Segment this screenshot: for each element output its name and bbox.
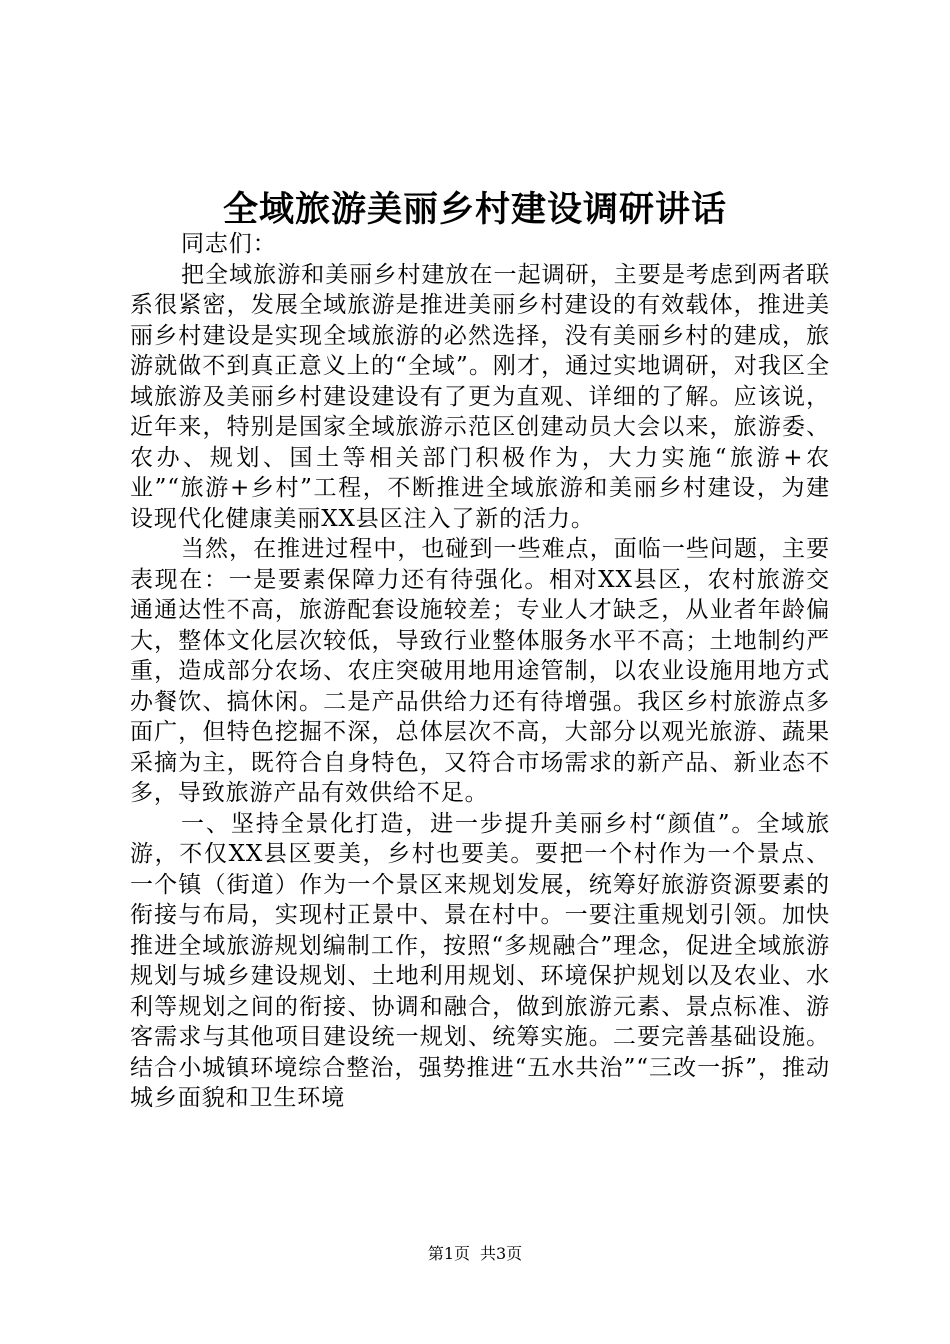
document-title: 全域旅游美丽乡村建设调研讲话 xyxy=(222,190,727,230)
page-number-current: 第1页 xyxy=(427,1244,470,1263)
salutation: 同志们： xyxy=(181,231,277,257)
page-footer xyxy=(0,1244,950,1264)
body-paragraph: 当然，在推进过程中，也碰到一些难点，面临一些问题，主要表现在：一是要素保障力还有待强化。相对XX县区，农村旅游交通通达性不高，旅游配套设施较差；专业人才缺乏，从业者年龄偏大，整体文化层次较低，导致行业整体服务水平不高；土地制约严重，造成部分农场、农庄突破用地用途管制，以农业设施用地方式办餐饮、搞休闲。二是产品供给力还有待增强。我区乡村旅游点多面广，但特色挖掘不深，总体层次不高，大部分以观光旅游、蔬果采摘为主，既符合自身特色，又符合市场需求的新产品、新业态不多，导致旅游产品有效供给不足。 xyxy=(130,536,830,806)
body-paragraph: 一、坚持全景化打造，进一步提升美丽乡村“颜值”。全域旅游，不仅XX县区要美，乡村也要美。要把一个村作为一个景点、一个镇（街道）作为一个景区来规划发展，统筹好旅游资源要素的衔接与布局，实现村正景中、景在村中。一要注重规划引领。加快推进全域旅游规划编制工作，按照“多规融合”理念，促进全域旅游规划与城乡建设规划、土地利用规划、环境保护规划以及农业、水利等规划之间的衔接、协调和融合，做到旅游元素、景点标准、游客需求与其他项目建设统一规划、统筹实施。二要完善基础设施。结合小城镇环境综合整治，强势推进“五水共治”“三改一拆”，推动城乡面貌和卫生环境 xyxy=(130,810,830,1111)
body-paragraph: 把全域旅游和美丽乡村建放在一起调研，主要是考虑到两者联系很紧密，发展全域旅游是推进美丽乡村建设的有效载体，推进美丽乡村建设是实现全域旅游的必然选择，没有美丽乡村的建成，旅游就做不到真正意义上的“全域”。刚才，通过实地调研，对我区全域旅游及美丽乡村建设建设有了更为直观、详细的了解。应该说，近年来，特别是国家全域旅游示范区创建动员大会以来，旅游委、农办、规划、国土等相关部门积极作为，大力实施“旅游+农业”“旅游+乡村”工程，不断推进全域旅游和美丽乡村建设，为建设现代化健康美丽XX县区注入了新的活力。 xyxy=(130,261,830,532)
document-body xyxy=(130,229,830,1114)
page-number-total: 共3页 xyxy=(480,1244,523,1263)
